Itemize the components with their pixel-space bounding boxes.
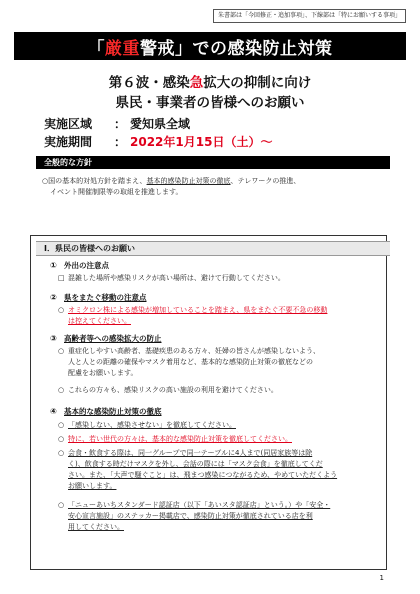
subtitle-line-2: 県民・事業者の皆様へのお願い — [115, 95, 305, 111]
title-pre: 「 — [87, 38, 105, 59]
policy-text-d: イベント開催制限等の取組を推進します。 — [50, 188, 183, 196]
item-4d-text-b: 安心宣言施設」のステッカー掲載店で、感染防止対策が徹底されている店を利 — [68, 512, 313, 520]
top-note: 朱書部は「今回修正・追加事項」、下線部は「特にお願いする事項」 — [213, 9, 406, 23]
item-3-text-c: 配慮をお願いします。 — [68, 369, 138, 377]
item-4a — [58, 420, 380, 431]
area-colon: ： — [113, 117, 126, 131]
period-colon: ： — [113, 135, 126, 149]
subtitle1-b: 拡大の抑制に向け — [203, 75, 312, 91]
item-2-text-b: は控えてください。 — [68, 317, 131, 325]
circle-bullet-icon: ○ — [58, 347, 65, 355]
heading-2 — [50, 292, 147, 303]
page-number: 1 — [379, 574, 384, 582]
title-banner — [14, 32, 406, 60]
item-4d-text-a: 「ニューあいちスタンダード認証店（以下「あいスタ認証店」という。）や「安全・ — [68, 501, 331, 509]
item-3b-text: これらの方々も、感染リスクの高い施設の利用を避けてください。 — [68, 386, 278, 394]
item-3-text-b: 人と人との距離の確保やマスク着用など、基本的な感染防止対策の徹底などの — [68, 358, 313, 366]
subtitle-line-1 — [0, 71, 420, 91]
item-2 — [58, 305, 380, 327]
section-residents: Ⅰ．県民の皆様へのお願い — [36, 241, 390, 256]
item-4a-text: 「感染しない、感染させない」を徹底してください。 — [68, 421, 236, 429]
heading-1 — [50, 260, 109, 271]
policy-text-underlined: 基本的感染防止対策の徹底 — [146, 177, 231, 185]
heading-2-num: ② — [50, 293, 57, 302]
heading-1-num: ① — [50, 261, 57, 270]
period-value: 2022年1月15日（土）～ — [130, 135, 273, 149]
heading-4 — [50, 406, 162, 417]
item-3b — [58, 385, 380, 396]
circle-bullet-icon: ○ — [58, 449, 65, 457]
period-row — [44, 133, 272, 150]
general-policy-text — [42, 176, 392, 198]
title-post: 警戒」での感染防止対策 — [140, 38, 333, 59]
heading-4-num: ④ — [50, 407, 57, 416]
item-4c-text-c: さい。また、「大声で騒ぐこと」は、飛まつ感染につながるため、やめていただくよう — [68, 471, 338, 479]
item-4c-text-d: お願いします。 — [68, 482, 117, 490]
item-4c-text-a: 会食・飲食する際は、同一グループで同一テーブルに4人まで(同居家族等は除 — [68, 449, 313, 457]
item-2-text-a: オミクロン株による感染が増加していることを踏まえ、県をまたぐ不要不急の移動 — [68, 306, 328, 314]
heading-3 — [50, 333, 162, 344]
heading-1-text: 外出の注意点 — [64, 261, 109, 270]
item-4d-text-c: 用してください。 — [68, 523, 124, 531]
policy-text-c: 、テレワークの推進、 — [230, 177, 301, 185]
circle-bullet-icon: ○ — [58, 386, 65, 394]
item-4b-text: 特に、若い世代の方々は、基本的な感染防止対策を徹底してください。 — [68, 435, 292, 443]
subtitle1-highlight: 急 — [189, 75, 204, 91]
heading-2-text: 県をまたぐ移動の注意点 — [64, 293, 147, 302]
subtitle1-a: 第６波・感染 — [108, 75, 190, 91]
policy-text-a: ○国の基本的対処方針を踏まえ、 — [42, 177, 147, 185]
item-3-text-a: 重症化しやすい高齢者、基礎疾患のある方々、妊婦の皆さんが感染しないよう、 — [68, 347, 320, 355]
item-4d — [58, 500, 380, 533]
section-general-policy: 全般的な方針 — [36, 156, 390, 169]
item-3 — [58, 346, 380, 379]
heading-3-text: 高齢者等への感染拡大の防止 — [64, 334, 162, 343]
period-label: 実施期間 — [44, 135, 93, 149]
circle-bullet-icon: ○ — [58, 421, 65, 429]
area-value: 愛知県全域 — [130, 117, 191, 131]
area-label: 実施区域 — [44, 117, 93, 131]
item-1 — [58, 273, 380, 284]
circle-bullet-icon: ○ — [58, 501, 65, 509]
heading-4-text: 基本的な感染防止対策の徹底 — [64, 407, 162, 416]
square-bullet-icon: □ — [58, 274, 65, 282]
item-1-text: 混雑した場所や感染リスクが高い場所は、避けて行動してください。 — [68, 274, 285, 282]
item-4c-text-b: く)、飲食する時だけマスクを外し、会話の際には「マスク会食」を徹底してくだ — [68, 460, 323, 468]
title-highlight: 厳重 — [105, 38, 140, 59]
heading-3-num: ③ — [50, 334, 57, 343]
circle-bullet-icon: ○ — [58, 306, 65, 314]
area-row — [44, 115, 190, 132]
circle-bullet-icon: ○ — [58, 435, 65, 443]
item-4c — [58, 448, 380, 492]
item-4b — [58, 434, 380, 445]
